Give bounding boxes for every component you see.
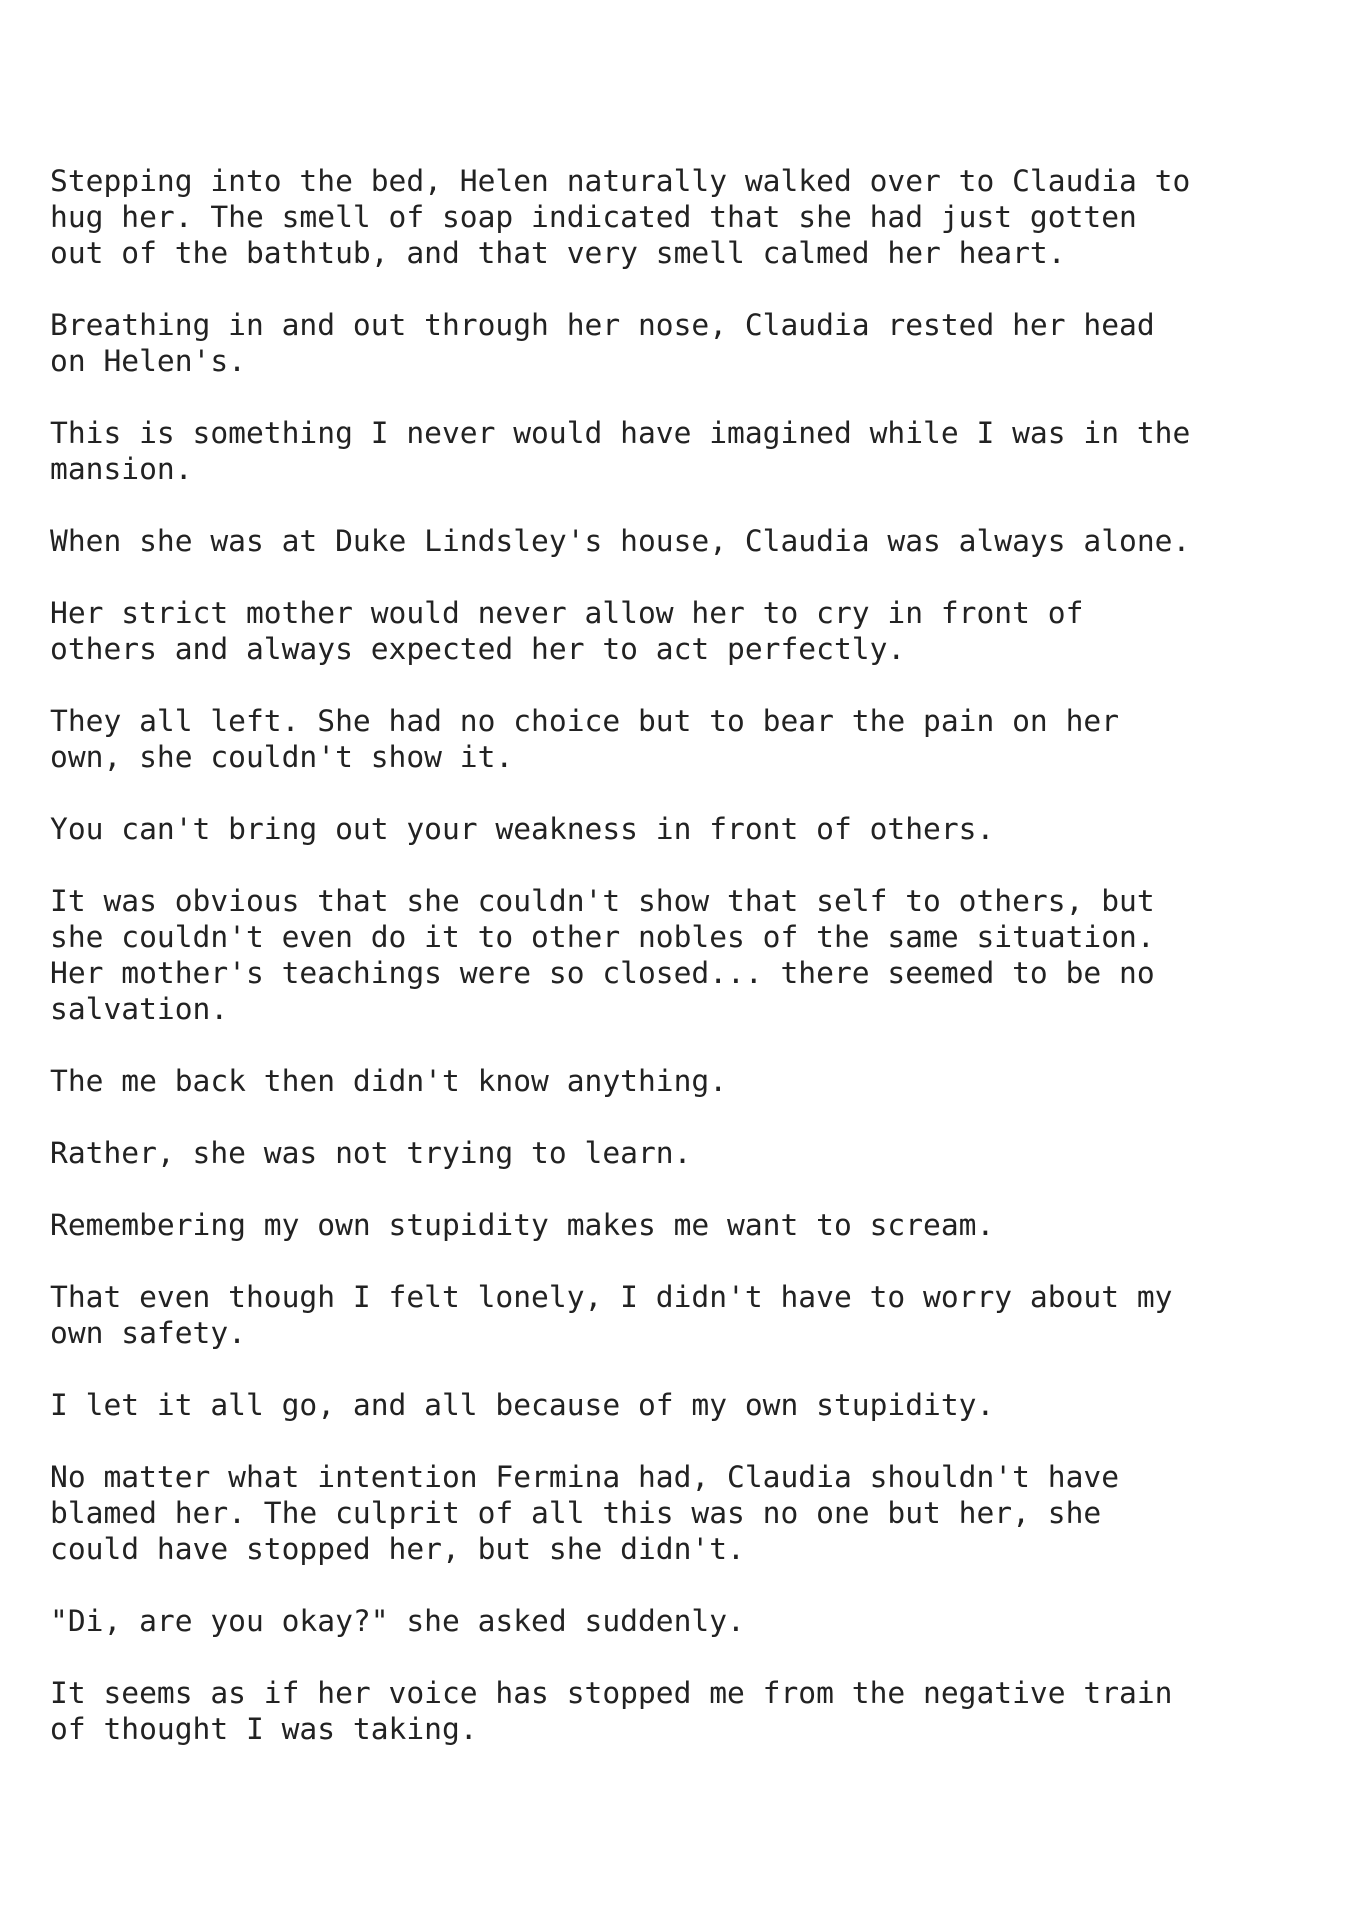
paragraph [50, 1279, 1320, 1351]
paragraph [50, 1459, 1320, 1567]
text-line: Rather, she was not trying to learn. [50, 1136, 692, 1170]
text-line: on Helen's. [50, 344, 246, 378]
paragraph [50, 163, 1320, 271]
paragraph [50, 1603, 1320, 1639]
paragraph [50, 811, 1320, 847]
text-line: "Di, are you okay?" she asked suddenly. [50, 1604, 745, 1638]
paragraph [50, 307, 1320, 379]
text-line: mansion. [50, 452, 193, 486]
text-line: Her mother's teachings were so closed... there seemed to be no [50, 956, 1155, 990]
paragraph [50, 1207, 1320, 1243]
text-line: You can't bring out your weakness in front of others. [50, 812, 995, 846]
document-page [50, 163, 1320, 1783]
text-line: out of the bathtub, and that very smell calmed her heart. [50, 236, 1066, 270]
text-line: she couldn't even do it to other nobles of the same situation. [50, 920, 1155, 954]
text-line: of thought I was taking. [50, 1712, 478, 1746]
paragraph [50, 1063, 1320, 1099]
paragraph [50, 1387, 1320, 1423]
text-line: Her strict mother would never allow her to cry in front of [50, 596, 1084, 630]
paragraph [50, 883, 1320, 1027]
paragraph [50, 1135, 1320, 1171]
text-line: The me back then didn't know anything. [50, 1064, 728, 1098]
text-line: This is something I never would have imagined while I was in the [50, 416, 1191, 450]
text-line: It was obvious that she couldn't show that self to others, but [50, 884, 1155, 918]
text-line: salvation. [50, 992, 229, 1026]
text-line: No matter what intention Fermina had, Claudia shouldn't have [50, 1460, 1120, 1494]
text-line: hug her. The smell of soap indicated that she had just gotten [50, 200, 1137, 234]
text-line: Remembering my own stupidity makes me want to scream. [50, 1208, 995, 1242]
paragraph [50, 1675, 1320, 1747]
text-line: They all left. She had no choice but to bear the pain on her [50, 704, 1120, 738]
paragraph [50, 595, 1320, 667]
text-line: own safety. [50, 1316, 246, 1350]
text-line: That even though I felt lonely, I didn't have to worry about my [50, 1280, 1173, 1314]
text-line: It seems as if her voice has stopped me from the negative train [50, 1676, 1173, 1710]
text-line: others and always expected her to act perfectly. [50, 632, 906, 666]
text-line: I let it all go, and all because of my own stupidity. [50, 1388, 995, 1422]
text-line: blamed her. The culprit of all this was no one but her, she [50, 1496, 1102, 1530]
paragraph [50, 703, 1320, 775]
text-line: Stepping into the bed, Helen naturally walked over to Claudia to [50, 164, 1191, 198]
text-line: Breathing in and out through her nose, Claudia rested her head [50, 308, 1155, 342]
paragraph [50, 415, 1320, 487]
paragraph [50, 523, 1320, 559]
text-line: could have stopped her, but she didn't. [50, 1532, 745, 1566]
text-line: own, she couldn't show it. [50, 740, 514, 774]
text-line: When she was at Duke Lindsley's house, Claudia was always alone. [50, 524, 1191, 558]
